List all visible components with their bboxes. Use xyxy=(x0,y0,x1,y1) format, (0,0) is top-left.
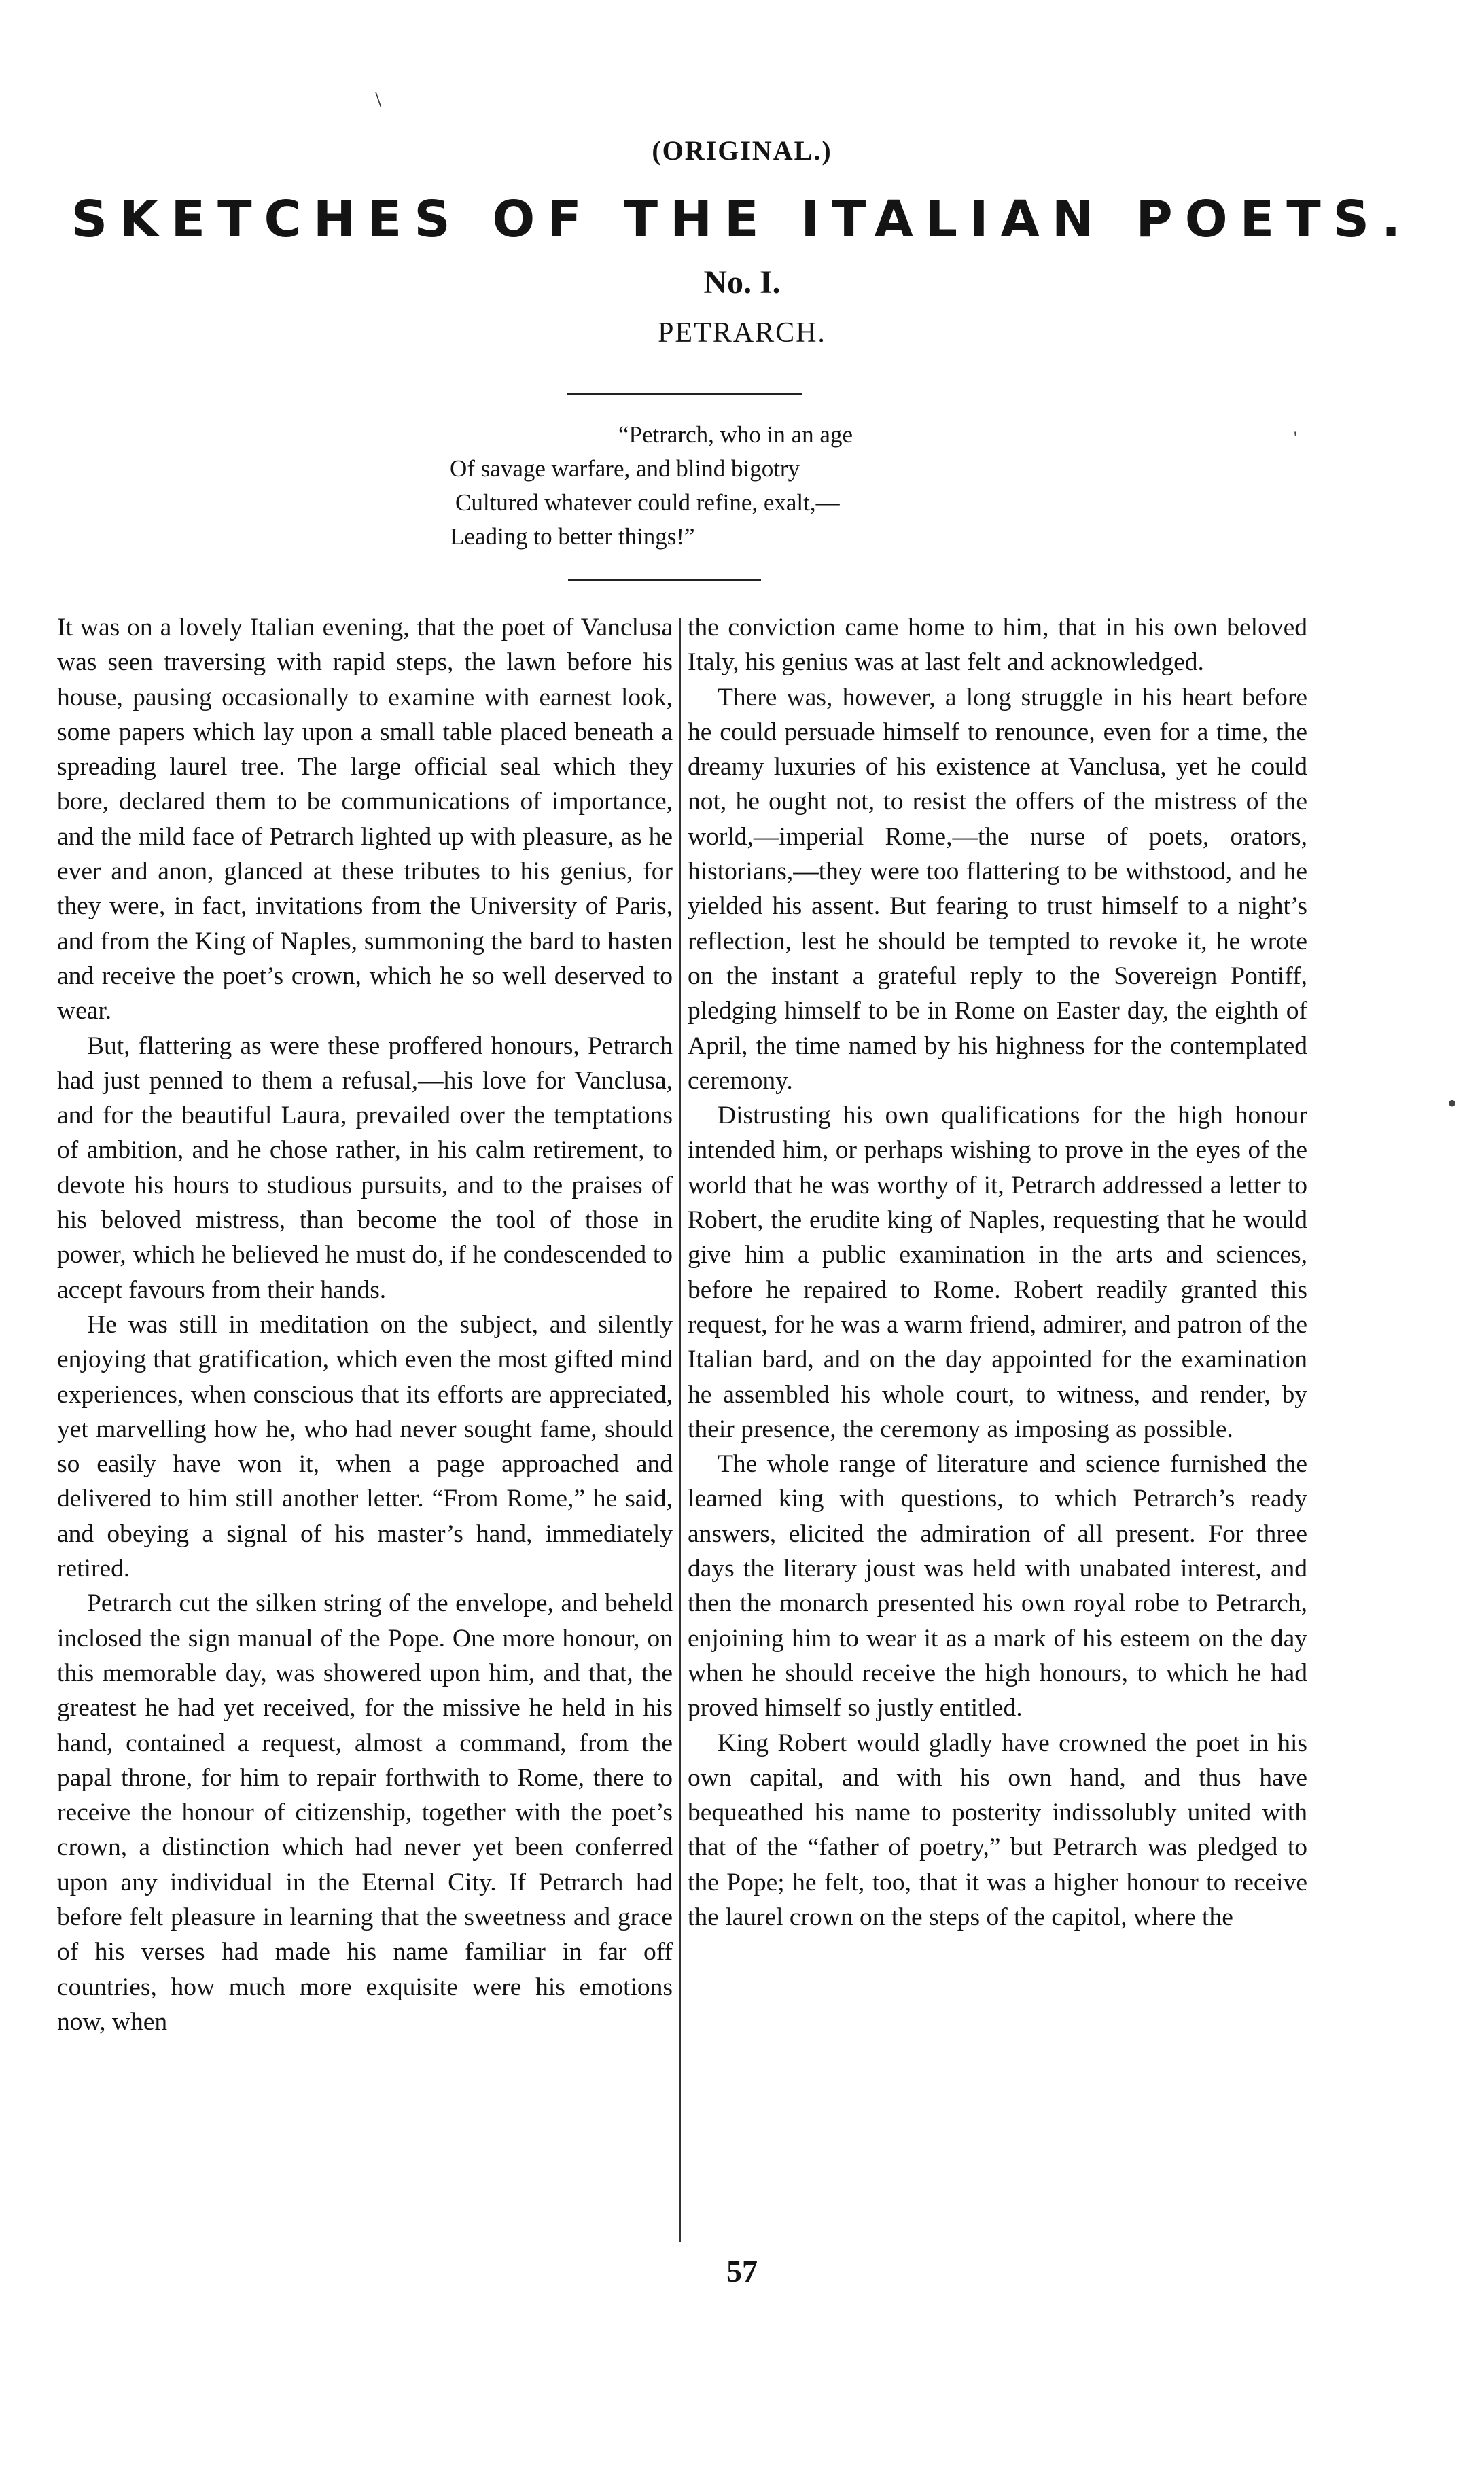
divider-rule xyxy=(568,579,761,581)
epigraph-line: Leading to better things!” xyxy=(450,523,695,550)
column-divider xyxy=(679,618,681,2242)
epigraph-line: Cultured whatever could refine, exalt,— xyxy=(455,489,840,516)
paragraph: Distrusting his own qualifications for the high honour intended him, or perhaps wishing to prove in the eyes of the world that he was worthy of it, Petrarch addressed a letter to Robert, the erudite king of Naples, requesting that he would give him a public examination in the arts and sciences, before he repaired to Rome. Robert readily granted this request, for he was a warm friend, admirer, and patron of the Italian bard, and on the day appointed for the examination he assembled his whole court, to witness, and render, by their presence, the ceremony as imposing as possible. xyxy=(688,1101,1307,1443)
stray-mark: \ xyxy=(375,87,382,112)
epigraph xyxy=(408,418,1019,554)
paragraph: the conviction came home to him, that in his own beloved Italy, his genius was at last felt and acknowledged. xyxy=(688,614,1307,677)
paragraph: The whole range of literature and science furnished the learned king with questions, to which Petrarch’s ready answers, elicited the admiration of all present. For three days the literary joust was held with unabated interest, and then the monarch presented his own royal robe to Petrarch, enjoining him to wear it as a mark of his esteem on the day when he should receive the high honours, to which he had proved himself so justly entitled. xyxy=(688,1450,1307,1723)
paragraph: King Robert would gladly have crowned the poet in his own capital, and with his own hand, and thus have bequeathed his name to posterity indissolubly united with that of the “father of poetry,” but Petrarch was pledged to the Pope; he felt, too, that it was a higher honour to receive the laurel crown on the steps of the capitol, where the xyxy=(688,1729,1307,1931)
series-number: No. I. xyxy=(703,264,781,300)
subject-heading: PETRARCH. xyxy=(658,317,826,349)
page-number: 57 xyxy=(726,2254,758,2289)
left-column xyxy=(57,610,673,2248)
original-label: (ORIGINAL.) xyxy=(652,135,832,166)
epigraph-line: “Petrarch, who in an age xyxy=(618,421,853,448)
stray-mark: ' xyxy=(1294,428,1297,448)
page-title: SKETCHES OF THE ITALIAN POETS. xyxy=(71,190,1413,249)
paragraph: Petrarch cut the silken string of the envelope, and beheld inclosed the sign manual of the Pope. One more honour, on this memorable day, was showered upon him, and that, the greatest he had yet received, for the missive he held in his hand, contained a request, almost a command, from the papal throne, for him to repair forthwith to Rome, there to receive the honour of citizenship, together with the poet’s crown, a distinction which had never yet been conferred upon any individual in the Eternal City. If Petrarch had before felt pleasure in learning that the sweetness and grace of his verses had made his name familiar in far off countries, how much more exquisite were his emotions now, when xyxy=(57,1589,673,2036)
epigraph-line: Of savage warfare, and blind bigotry xyxy=(450,455,800,482)
stray-mark: • xyxy=(1447,1088,1458,1118)
divider-rule xyxy=(567,393,802,395)
paragraph: He was still in meditation on the subject, and silently enjoying that gratification, which even the most gifted mind experiences, when conscious that its efforts are appreciated, yet marvelling how he, who had never sought fame, should so easily have won it, when a page approached and delivered to him still another letter. “From Rome,” he said, and obeying a signal of his master’s hand, immediately retired. xyxy=(57,1310,673,1583)
paragraph: It was on a lovely Italian evening, that the poet of Vanclusa was seen traversing with rapid steps, the lawn before his house, pausing occasionally to examine with earnest look, some papers which lay upon a small table placed beneath a spreading laurel tree. The large official seal which they bore, declared them to be communications of importance, and the mild face of Petrarch lighted up with pleasure, as he ever and anon, glanced at these tributes to his genius, for they were, in fact, invitations from the University of Paris, and from the King of Naples, summoning the bard to hasten and receive the poet’s crown, which he so well deserved to wear. xyxy=(57,614,673,1025)
paragraph: But, flattering as were these proffered honours, Petrarch had just penned to them a refusal,—his love for Vanclusa, and for the beautiful Laura, prevailed over the temptations of ambition, and he chose rather, in his calm retirement, to devote his hours to studious pursuits, and to the praises of his beloved mistress, than become the tool of those in power, which he believed he must do, if he condescended to accept favours from their hands. xyxy=(57,1032,673,1304)
paragraph: There was, however, a long struggle in his heart before he could persuade himself to renounce, even for a time, the dreamy luxuries of his existence at Vanclusa, yet he could not, he ought not, to resist the offers of the mistress of the world,—imperial Rome,—the nurse of poets, orators, historians,—they were too flattering to be withstood, and he yielded his assent. But fearing to trust himself to a night’s reflection, lest he should be tempted to revoke it, he wrote on the instant a grateful reply to the Sovereign Pontiff, pledging himself to be in Rome on Easter day, the eighth of April, the time named by his highness for the contemplated ceremony. xyxy=(688,683,1307,1095)
right-column xyxy=(688,610,1307,2248)
